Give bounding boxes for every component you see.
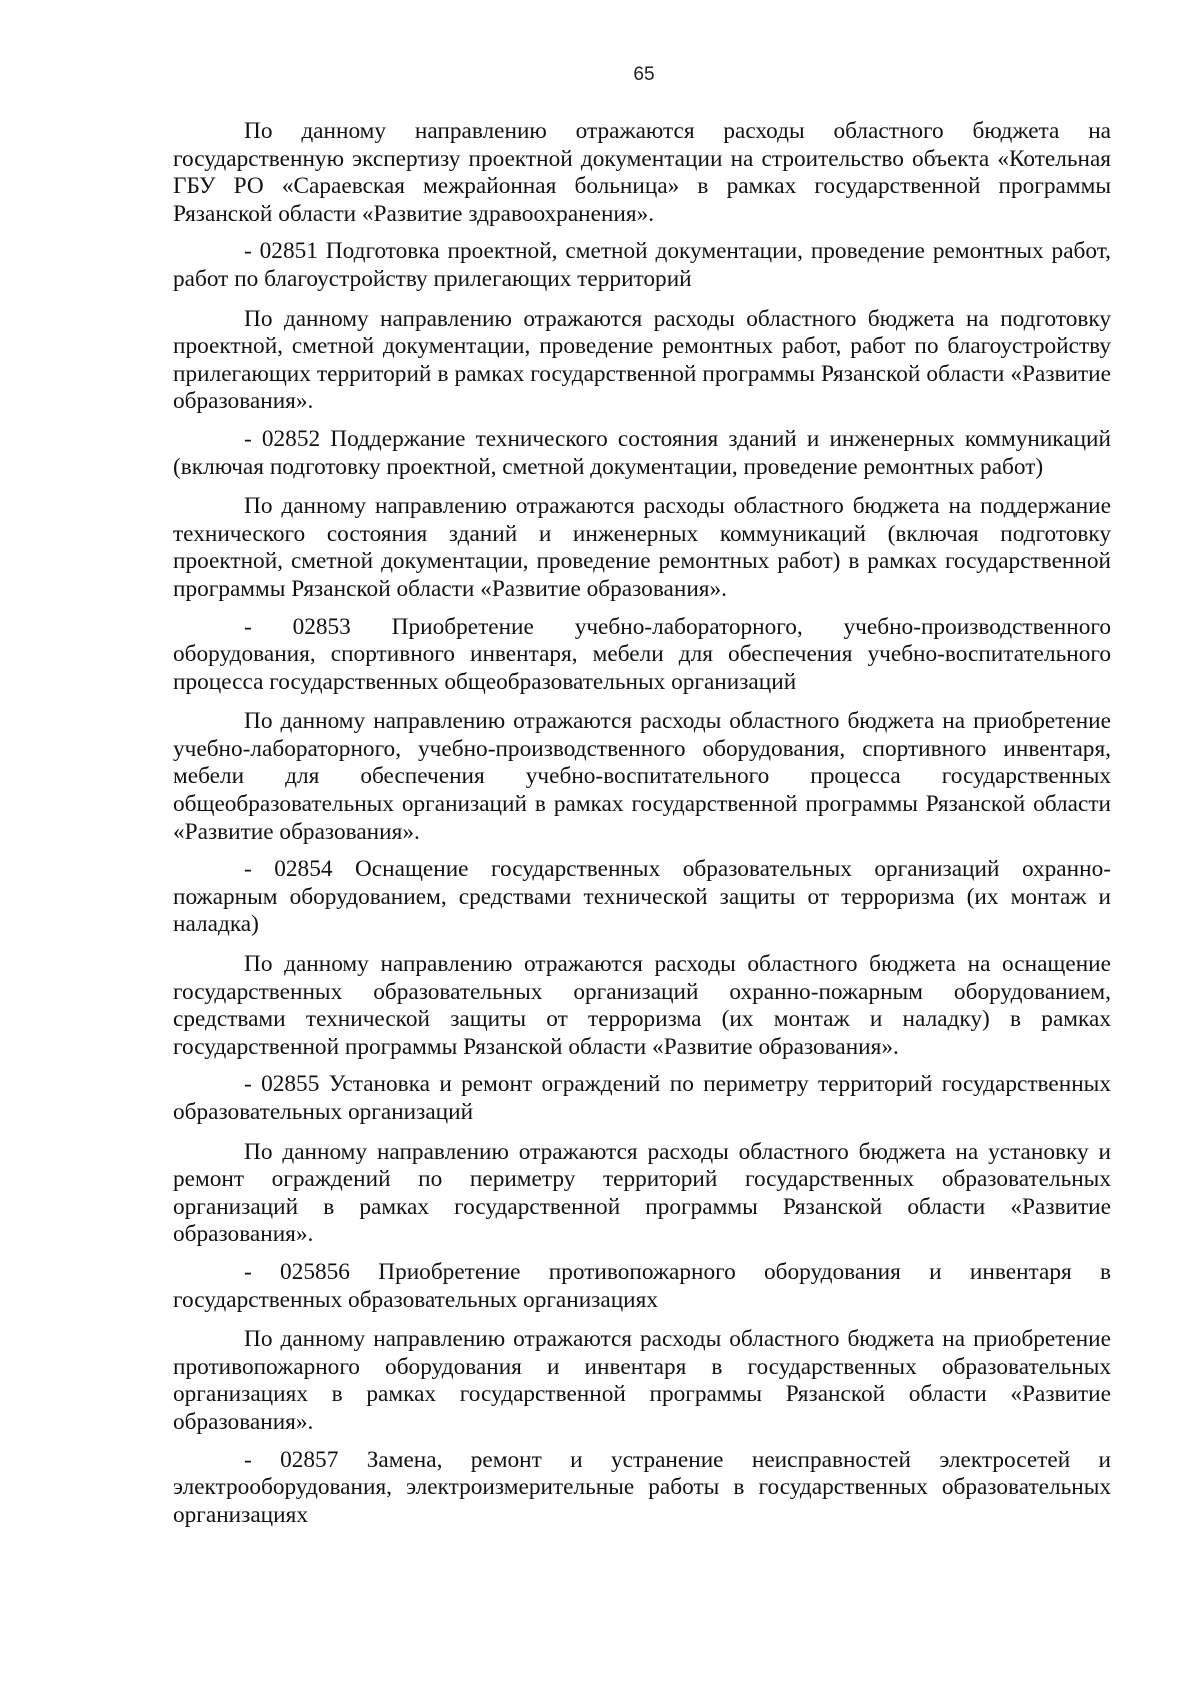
paragraph-body: По данному направлению отражаются расходы областного бюджета на оснащение государственных образовательных организаций охранно-пожарным оборудованием, средствами технической защиты от терроризма (их монтаж и наладку) в рамках государственной программы Рязанской области «Развитие образования». [173,951,1111,1060]
paragraph-item-02854: - 02854 Оснащение государственных образовательных организаций охранно-пожарным оборудованием, средствами технической защиты от терроризма (их монтаж и наладка) [173,856,1111,938]
paragraph-item-025856: - 025856 Приобретение противопожарного оборудования и инвентаря в государственных образовательных организациях [173,1258,1111,1313]
paragraph-body: По данному направлению отражаются расходы областного бюджета на подготовку проектной, сметной документации, проведение ремонтных работ, работ по благоустройству прилегающих территорий в рамках государственной программы Рязанской области «Развитие образования». [173,305,1111,415]
paragraph-body: По данному направлению отражаются расходы областного бюджета на государственную экспертизу проектной документации на строительство объекта «Котельная ГБУ РО «Сараевская межрайонная больница» в рамках государственной программы Рязанской области «Развитие здравоохранения». [173,118,1111,227]
paragraph-body: По данному направлению отражаются расходы областного бюджета на установку и ремонт ограждений по периметру территорий государственных образовательных организаций в рамках государственной программы Рязанской области «Развитие образования». [173,1138,1111,1248]
paragraph-item-02852: - 02852 Поддержание технического состояния зданий и инженерных коммуникаций (включая подготовку проектной, сметной документации, проведение ремонтных работ) [173,425,1111,480]
paragraph-body: По данному направлению отражаются расходы областного бюджета на приобретение противопожарного оборудования и инвентаря в государственных образовательных организациях в рамках государственной программы Рязанской области «Развитие образования». [173,1326,1111,1435]
paragraph-item-02851: - 02851 Подготовка проектной, сметной документации, проведение ремонтных работ, работ по благоустройству прилегающих территорий [173,238,1111,292]
paragraph-body: По данному направлению отражаются расходы областного бюджета на поддержание технического состояния зданий и инженерных коммуникаций (включая подготовку проектной, сметной документации, проведение ремонтных работ) в рамках государственной программы Рязанской области «Развитие образования». [173,493,1111,602]
paragraph-body: По данному направлению отражаются расходы областного бюджета на приобретение учебно-лабораторного, учебно-производственного оборудования, спортивного инвентаря, мебели для обеспечения учебно-воспитательного процесса государственных общеобразовательных организаций в рамках государственной программы Рязанской области «Развитие образования». [173,708,1111,845]
document-body [173,118,1111,1541]
paragraph-item-02857: - 02857 Замена, ремонт и устранение неисправностей электросетей и электрооборудования, электроизмерительные работы в государственных образовательных организациях [173,1446,1111,1528]
paragraph-item-02853: - 02853 Приобретение учебно-лабораторного, учебно-производственного оборудования, спортивного инвентаря, мебели для обеспечения учебно-воспитательного процесса государственных общеобразовательных организаций [173,613,1111,695]
paragraph-item-02855: - 02855 Установка и ремонт ограждений по периметру территорий государственных образовательных организаций [173,1071,1111,1125]
page-number: 65 [633,64,655,85]
